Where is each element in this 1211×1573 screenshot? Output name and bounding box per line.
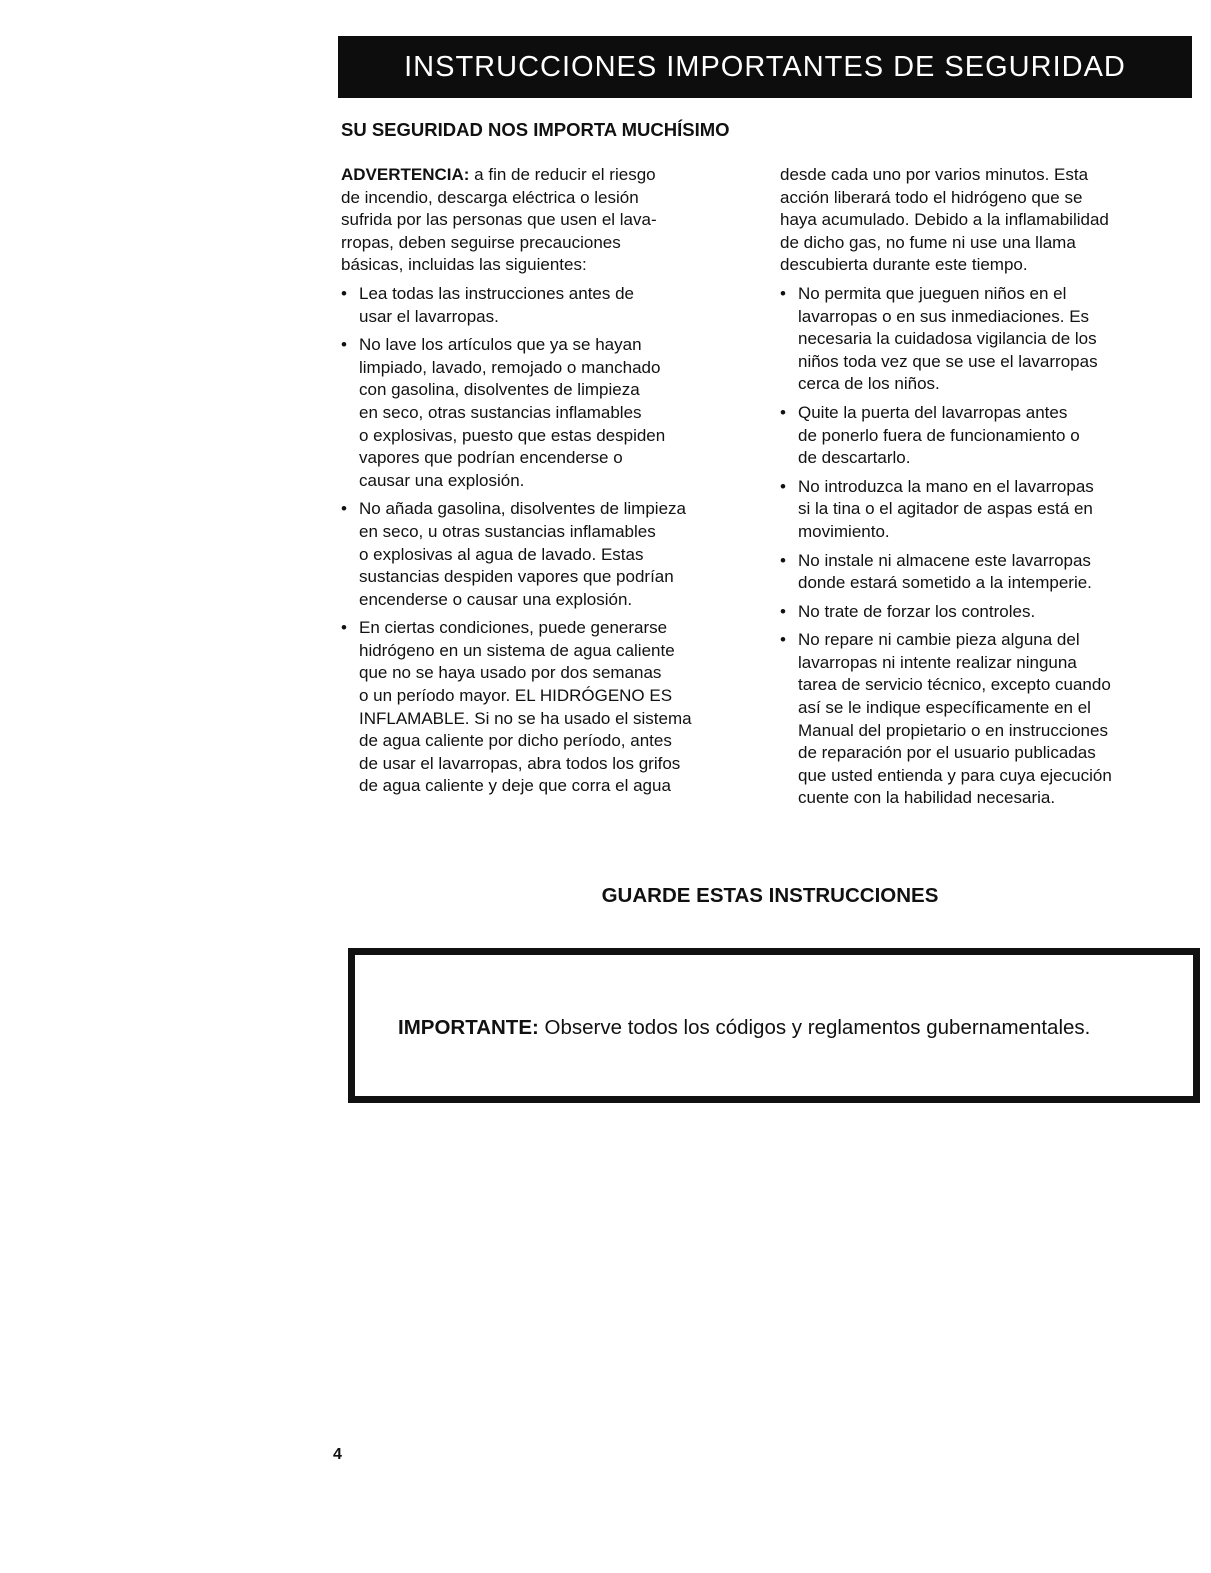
header-bar (338, 36, 1192, 98)
bullet-text: de usar el lavarropas, abra todos los grifos (359, 753, 681, 773)
bullet-line (341, 589, 761, 612)
bullet-line (780, 402, 1190, 425)
bullet-text: limpiado, lavado, remojado o manchado (359, 357, 661, 377)
warning-first-line (341, 164, 761, 187)
bullet-line (341, 617, 761, 640)
bullet-line (341, 775, 761, 798)
bullet-line (780, 351, 1190, 374)
bullet-icon: • (780, 550, 786, 570)
bullet-text: Lea todas las instrucciones antes de (359, 283, 635, 303)
bullet-text: No introduzca la mano en el lavarropas (798, 476, 1094, 496)
bullet-line (341, 753, 761, 776)
bullet-text: cerca de los niños. (798, 374, 940, 394)
bullet-line (780, 373, 1190, 396)
bullet-icon: • (341, 283, 347, 303)
warning-first-line-text: a fin de reducir el riesgo (469, 165, 656, 184)
bullet-line (780, 652, 1190, 675)
bullet-text: con gasolina, disolventes de limpieza (359, 380, 640, 400)
bullet-line (341, 306, 761, 329)
bullet-icon: • (341, 335, 347, 355)
left-bullet-item (341, 283, 761, 328)
bullet-icon: • (780, 402, 786, 422)
page-number: 4 (333, 1446, 342, 1463)
bullet-text: hidrógeno en un sistema de agua caliente (359, 640, 675, 660)
bullet-text: tarea de servicio técnico, excepto cuando (798, 675, 1111, 695)
continuation-line: de dicho gas, no fume ni use una llama (780, 232, 1076, 252)
bullet-text: sustancias despiden vapores que podrían (359, 567, 674, 587)
bullet-text: o explosivas, puesto que estas despiden (359, 425, 666, 445)
save-instructions-title: GUARDE ESTAS INSTRUCCIONES (601, 884, 939, 907)
bullet-icon: • (780, 601, 786, 621)
warning-line: de incendio, descarga eléctrica o lesión (341, 187, 639, 207)
right-bullet-item (780, 629, 1190, 810)
bullet-text: en seco, u otras sustancias inflamables (359, 521, 656, 541)
bullet-line (341, 334, 761, 357)
bullet-icon: • (780, 630, 786, 650)
bullet-text: necesaria la cuidadosa vigilancia de los (798, 329, 1097, 349)
header-title: INSTRUCCIONES IMPORTANTES DE SEGURIDAD (404, 51, 1126, 83)
important-label: IMPORTANTE: (398, 1016, 539, 1039)
left-bullet-item (341, 498, 761, 611)
bullet-text: Manual del propietario o en instrucciones (798, 720, 1108, 740)
bullet-text: No añada gasolina, disolventes de limpieza (359, 499, 686, 519)
bullet-line (780, 521, 1190, 544)
bullet-line (780, 425, 1190, 448)
bullet-text: de agua caliente y deje que corra el agua (359, 776, 671, 796)
bullet-text: No permita que jueguen niños en el (798, 283, 1067, 303)
bullet-text: No instale ni almacene este lavarropas (798, 550, 1091, 570)
bullet-line (341, 521, 761, 544)
right-column (780, 164, 1190, 810)
right-bullet-item (780, 283, 1190, 396)
bullet-text: Quite la puerta del lavarropas antes (798, 402, 1068, 422)
bullet-line (780, 742, 1190, 765)
bullet-line (341, 708, 761, 731)
bullet-text: En ciertas condiciones, puede generarse (359, 618, 668, 638)
bullet-line (341, 730, 761, 753)
bullet-text: de agua caliente por dicho período, antes (359, 731, 672, 751)
continuation-line: descubierta durante este tiempo. (780, 255, 1028, 275)
bullet-icon: • (780, 283, 786, 303)
bullet-line (780, 328, 1190, 351)
bullet-text: o un período mayor. EL HIDRÓGENO ES (359, 686, 673, 706)
left-bullet-item (341, 334, 761, 492)
bullet-line (780, 306, 1190, 329)
bullet-line (780, 765, 1190, 788)
bullet-text: que usted entienda y para cuya ejecución (798, 765, 1112, 785)
left-bullet-list (341, 283, 761, 798)
bullet-line (780, 550, 1190, 573)
section-title: SU SEGURIDAD NOS IMPORTA MUCHÍSIMO (341, 119, 730, 140)
bullet-text: o explosivas al agua de lavado. Estas (359, 544, 644, 564)
continuation-line: acción liberará todo el hidrógeno que se (780, 187, 1083, 207)
bullet-line (780, 629, 1190, 652)
bullet-line (780, 697, 1190, 720)
bullet-text: que no se haya usado por dos semanas (359, 663, 662, 683)
bullet-line (341, 566, 761, 589)
bullet-line (780, 476, 1190, 499)
bullet-text: en seco, otras sustancias inflamables (359, 402, 642, 422)
warning-line: sufrida por las personas que usen el lava- (341, 210, 657, 230)
bullet-line (780, 498, 1190, 521)
bullet-text: No lave los artículos que ya se hayan (359, 335, 642, 355)
bullet-text: niños toda vez que se use el lavarropas (798, 351, 1098, 371)
continuation-line: desde cada uno por varios minutos. Esta (780, 165, 1089, 184)
bullet-line (341, 640, 761, 663)
bullet-line (341, 470, 761, 493)
bullet-line (780, 787, 1190, 810)
bullet-text: INFLAMABLE. Si no se ha usado el sistema (359, 708, 692, 728)
bullet-line (341, 402, 761, 425)
bullet-line (341, 379, 761, 402)
continuation-text (780, 164, 1190, 277)
bullet-line (341, 498, 761, 521)
important-text: Observe todos los códigos y reglamentos gubernamentales. (538, 1016, 1091, 1039)
bullet-line (341, 425, 761, 448)
bullet-line (341, 283, 761, 306)
right-bullet-list (780, 283, 1190, 810)
right-bullet-item (780, 601, 1190, 624)
warning-label: ADVERTENCIA: (341, 165, 470, 184)
bullet-text: lavarropas ni intente realizar ninguna (798, 652, 1077, 672)
bullet-line (780, 674, 1190, 697)
bullet-text: de ponerlo fuera de funcionamiento o (798, 425, 1080, 445)
warning-line: rropas, deben seguirse precauciones (341, 232, 621, 252)
bullet-text: si la tina o el agitador de aspas está en (798, 499, 1093, 519)
bullet-text: causar una explosión. (359, 470, 525, 490)
left-column (341, 164, 761, 798)
bullet-text: de reparación por el usuario publicadas (798, 743, 1096, 763)
right-bullet-item (780, 402, 1190, 470)
bullet-icon: • (780, 476, 786, 496)
bullet-line (780, 720, 1190, 743)
warning-lines (341, 187, 761, 277)
bullet-text: cuente con la habilidad necesaria. (798, 788, 1056, 808)
bullet-line (341, 662, 761, 685)
important-notice-box (348, 948, 1200, 1103)
bullet-text: encenderse o causar una explosión. (359, 589, 633, 609)
bullet-line (341, 357, 761, 380)
left-bullet-item (341, 617, 761, 798)
bullet-text: donde estará sometido a la intemperie. (798, 573, 1092, 593)
bullet-text: movimiento. (798, 521, 890, 541)
bullet-text: vapores que podrían encenderse o (359, 448, 623, 468)
bullet-text: lavarropas o en sus inmediaciones. Es (798, 306, 1090, 326)
bullet-text: así se le indique específicamente en el (798, 698, 1091, 718)
bullet-line (780, 447, 1190, 470)
bullet-line (780, 601, 1190, 624)
bullet-line (780, 283, 1190, 306)
continuation-line: haya acumulado. Debido a la inflamabilidad (780, 210, 1109, 230)
bullet-icon: • (341, 618, 347, 638)
bullet-text: No repare ni cambie pieza alguna del (798, 630, 1080, 650)
bullet-line (341, 544, 761, 567)
bullet-line (341, 685, 761, 708)
bullet-line (780, 572, 1190, 595)
right-bullet-item (780, 550, 1190, 595)
bullet-line (341, 447, 761, 470)
bullet-text: usar el lavarropas. (359, 306, 499, 326)
important-notice (398, 1016, 1090, 1040)
warning-line: básicas, incluidas las siguientes: (341, 255, 587, 275)
bullet-icon: • (341, 499, 347, 519)
bullet-text: de descartarlo. (798, 448, 911, 468)
right-bullet-item (780, 476, 1190, 544)
bullet-text: No trate de forzar los controles. (798, 601, 1036, 621)
